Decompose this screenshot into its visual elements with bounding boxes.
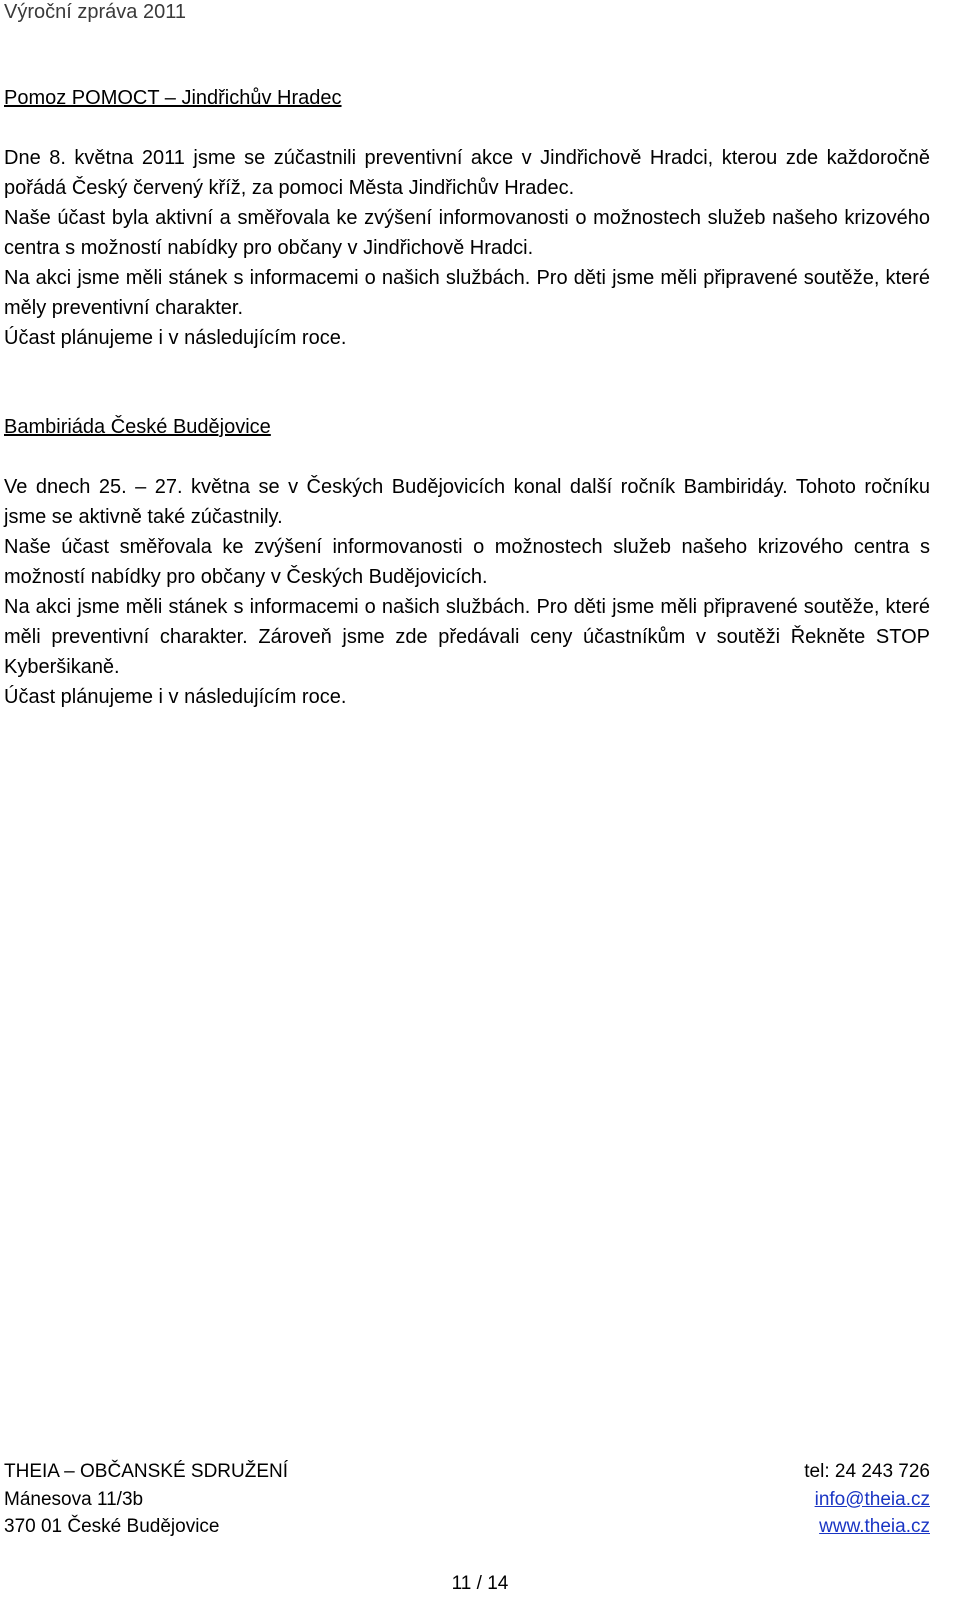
- footer-org-name: THEIA – OBČANSKÉ SDRUŽENÍ: [4, 1461, 289, 1482]
- paragraph: Na akci jsme měli stánek s informacemi o našich službách. Pro děti jsme měli připravené soutěže, které měly preventivní charakter.: [4, 267, 930, 319]
- footer-address: [4, 1458, 288, 1541]
- section-body-pomoz-pomoct: [4, 143, 930, 353]
- footer-email-link[interactable]: info@theia.cz: [814, 1488, 930, 1510]
- section-body-bambiriada: [4, 472, 930, 712]
- page-header-title: Výroční zpráva 2011: [4, 1, 186, 23]
- footer-contact: [804, 1458, 930, 1541]
- footer-city: 370 01 České Budějovice: [4, 1516, 220, 1537]
- paragraph: Na akci jsme měli stánek s informacemi o našich službách. Pro děti jsme měli připravené soutěže, které měli preventivní charakter. Zároveň jsme zde předávali ceny účastníkům v soutěži Řekněte STOP Kyberšikaně.: [4, 596, 930, 678]
- paragraph: Ve dnech 25. – 27. května se v Českých Budějovicích konal další ročník Bambiridáy. Tohoto ročníku jsme se aktivně také zúčastnily.: [4, 476, 930, 528]
- paragraph: Účast plánujeme i v následujícím roce.: [4, 327, 347, 349]
- paragraph: Účast plánujeme i v následujícím roce.: [4, 686, 347, 708]
- footer-street: Mánesova 11/3b: [4, 1488, 144, 1510]
- paragraph: Dne 8. května 2011 jsme se zúčastnili preventivní akce v Jindřichově Hradci, kterou zde každoročně pořádá Český červený kříž, za pomoci Města Jindřichův Hradec.: [4, 147, 930, 199]
- paragraph: Naše účast směřovala ke zvýšení informovanosti o možnostech služeb našeho krizového centra s možností nabídky pro občany v Českých Budějovicích.: [4, 536, 930, 588]
- paragraph: Naše účast byla aktivní a směřovala ke zvýšení informovanosti o možnostech služeb našeho krizového centra s možností nabídky pro občany v Jindřichově Hradci.: [4, 207, 930, 259]
- page-number: 11 / 14: [451, 1573, 509, 1594]
- section-title-pomoz-pomoct: Pomoz POMOCT – Jindřichův Hradec: [4, 87, 342, 109]
- footer-phone: tel: 24 243 726: [804, 1461, 930, 1482]
- section-title-bambiriada: Bambiriáda České Budějovice: [4, 416, 271, 438]
- footer-website-link[interactable]: www.theia.cz: [819, 1516, 930, 1537]
